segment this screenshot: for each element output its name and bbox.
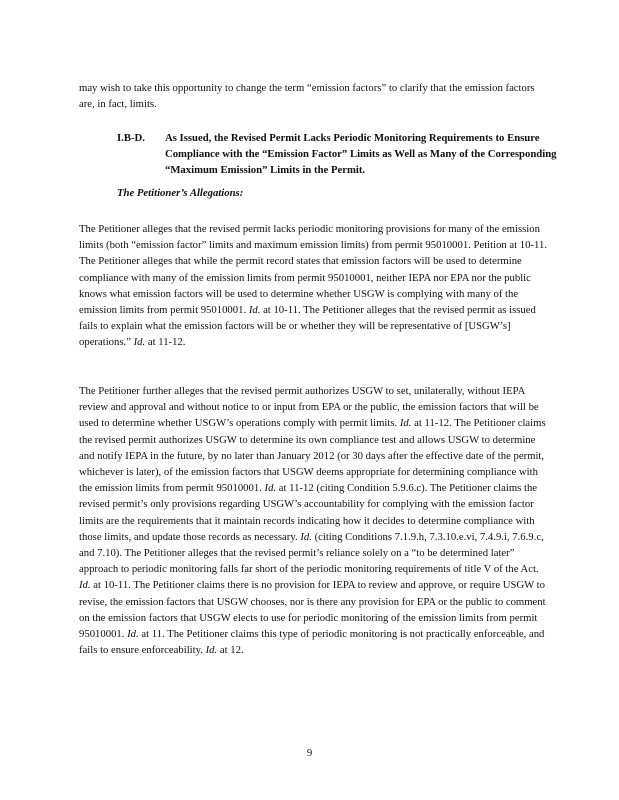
- section-heading: [117, 130, 557, 179]
- paragraph-text: at 11-12. The Petitioner claims the revised permit authorizes USGW to determine its own compliance test and allows USGW to determine and notify IEPA in the future, by no later than January 2012 (or 30 days after the effective date of the permit, whichever is later), of the emission factors that USGW deems appropriate for determining compliance with the emission limits from permit 95010001.: [79, 417, 546, 495]
- paragraph-2: [79, 383, 549, 658]
- paragraph-text: The Petitioner further alleges that the revised permit authorizes USGW to set, unilaterally, without IEPA review and approval and without notice to or input from EPA or the public, the emission factors that will be used to determine whether USGW’s operations comply with permit limits.: [79, 385, 539, 430]
- citation-id: Id.: [205, 644, 218, 657]
- paragraph-text: at 12.: [217, 644, 244, 657]
- intro-paragraph: [79, 80, 549, 112]
- citation-id: Id.: [133, 336, 146, 349]
- paragraph-text: The Petitioner alleges that the revised permit lacks periodic monitoring provisions for many of the emission limits (both “emission factor” limits and maximum emission limits) from permit 95010001. Petition at 10-11. The Petitioner alleges that while the permit record states that emission factors will be used to determine compliance with many of the emission limits from permit 95010001, neither IEPA nor EPA nor the public knows what emission factors will be used to determine whether USGW is complying with many of the emission limits from permit 95010001.: [79, 223, 548, 317]
- intro-text: may wish to take this opportunity to change the term “emission factors” to clarify that the emission factors are, in fact, limits.: [79, 82, 535, 111]
- paragraph-text: at 11-12.: [145, 336, 186, 349]
- citation-id: Id.: [264, 482, 277, 495]
- section-number: I.B-D.: [117, 132, 145, 144]
- page-number: 9: [306, 747, 313, 759]
- paragraph-text: at 10-11. The Petitioner claims there is no provision for IEPA to review and approve, or require USGW to revise, the emission factors that USGW chooses, nor is there any provision for EPA or the public to comment on the emission factors that USGW elects to use for periodic monitoring of the emission limits from permit 95010001.: [79, 579, 546, 641]
- paragraph-text: at 10-11. The Petitioner alleges that the revised permit as issued fails to explain what the emission factors will be or whether they will be representative of [USGW’s] operations.”: [79, 304, 536, 349]
- subheading: The Petitioner’s Allegations:: [117, 187, 244, 199]
- paragraph-text: at 11. The Petitioner claims this type of periodic monitoring is not practically enforceable, and fails to ensure enforceability.: [79, 628, 545, 657]
- citation-id: Id.: [300, 530, 312, 543]
- paragraph-text: (citing Conditions 7.1.9.h, 7.3.10.e.vi, 7.4.9.i, 7.6.9.c, and 7.10). The Petitioner alleges that the revised permit’s reliance solely on a “to be determined later” approach to periodic monitoring falls far short of the periodic monitoring requirements of title V of the Act.: [79, 530, 544, 576]
- citation-id: Id.: [79, 579, 91, 592]
- paragraph-1: [79, 221, 549, 351]
- citation-id: Id.: [127, 628, 139, 641]
- citation-id: Id.: [248, 304, 261, 317]
- paragraph-text: at 11-12 (citing Condition 5.9.6.c). The Petitioner claims the revised permit’s only provisions regarding USGW’s accountability for complying with the emission factor limits are the requirements that it maintain records indicating how it decides to determine compliance with those limits, and update those records as necessary.: [79, 482, 538, 543]
- citation-id: Id.: [399, 417, 412, 430]
- section-title: As Issued, the Revised Permit Lacks Periodic Monitoring Requirements to Ensure Compliance with the “Emission Factor” Limits as Well as Many of the Corresponding “Maximum Emission” Limits in the Permit.: [165, 132, 557, 177]
